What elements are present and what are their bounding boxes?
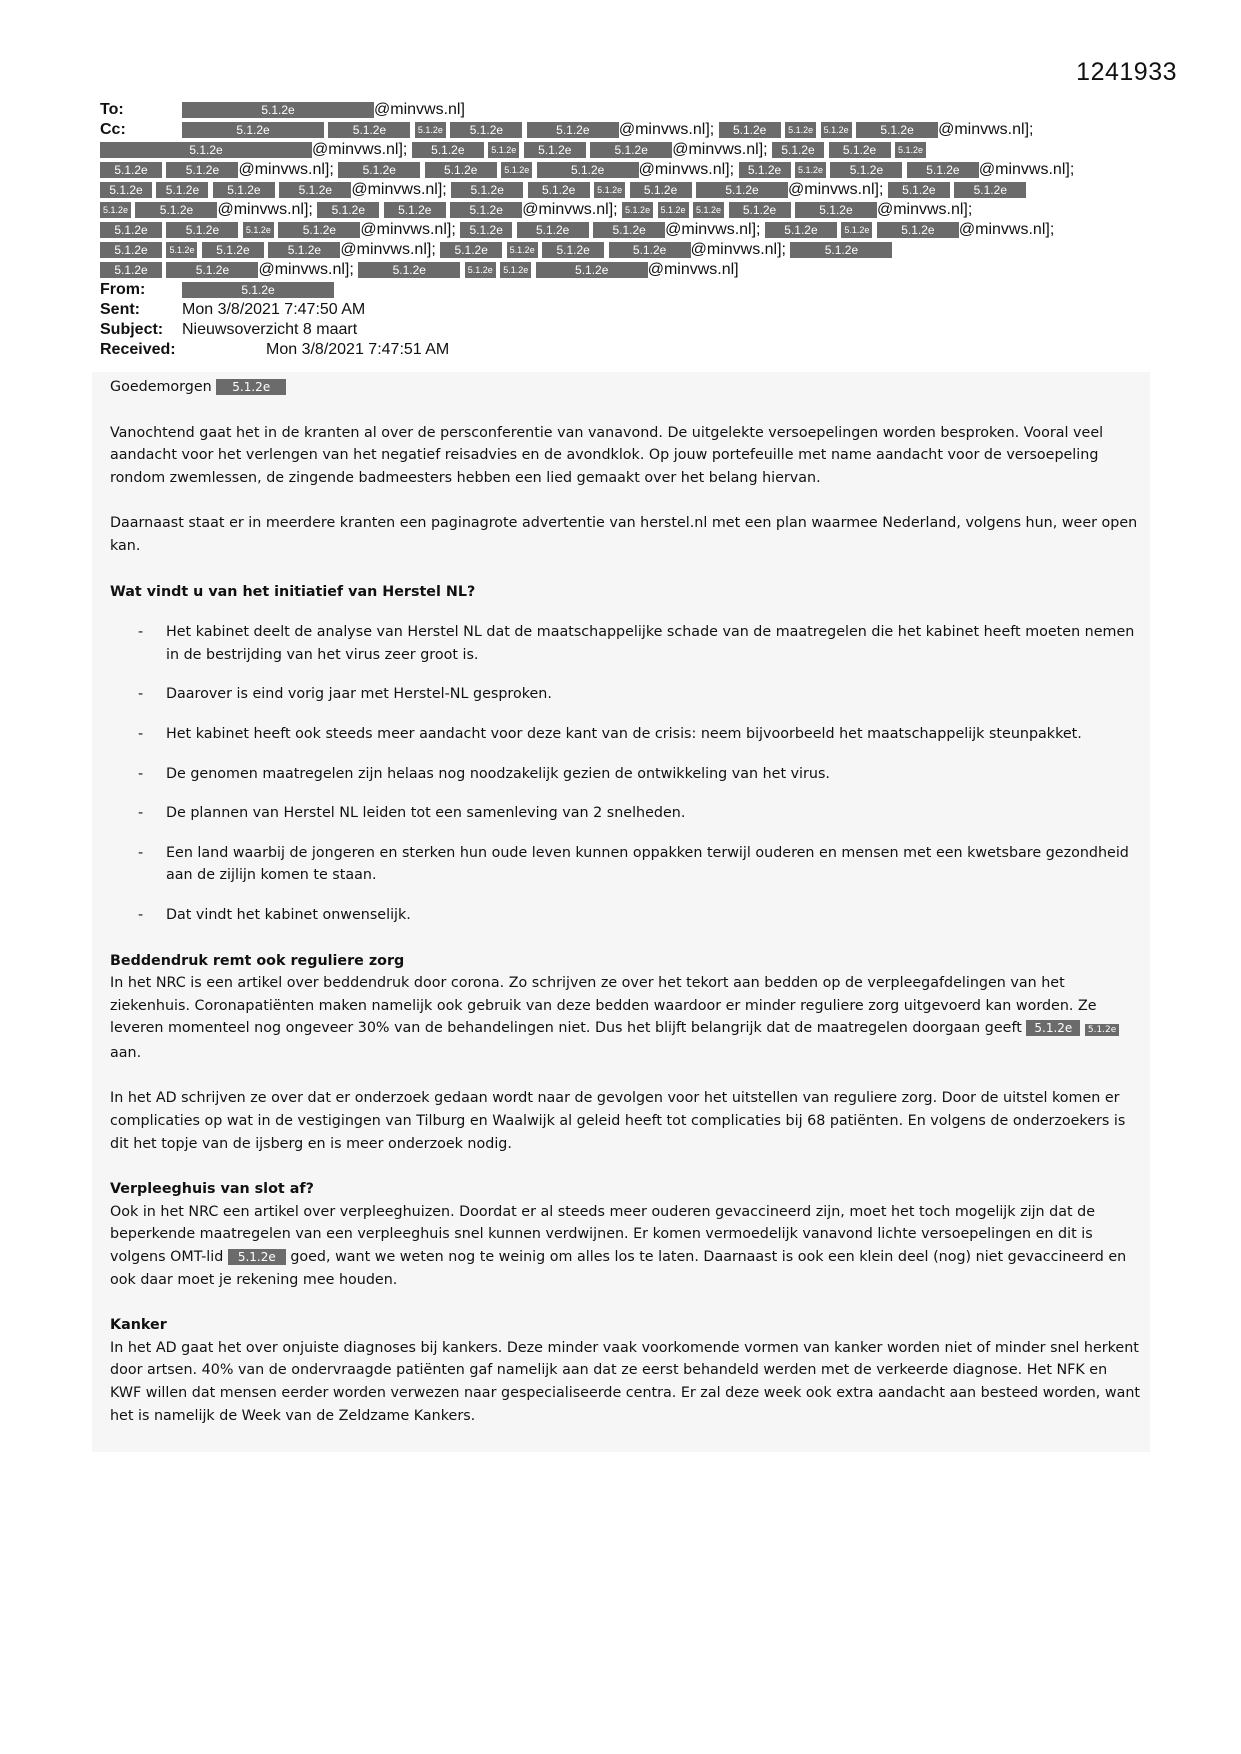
redaction-block: 5.1.2e [451,182,523,198]
paragraph: In het AD schrijven ze over dat er onderzoek gedaan wordt naar de gevolgen voor het uitstellen van reguliere zorg. Door de uitstel komen er complicaties op wat in de vestigingen van Tilburg en Waalwijk al geleid heeft tot complicaties bij 68 patiënten. En volgens de onderzoekers is dit het topje van de ijsberg en is meer onderzoek nodig. [110,1090,1126,1152]
redaction-block: 5.1.2e [658,202,689,218]
paragraph: Vanochtend gaat het in de kranten al over de persconferentie van vanavond. De uitgelekte versoepelingen worden besproken. Vooral veel aandacht voor het verlengen van het negatief reisadvies en de avondklok. Op jouw portefeuille met name aandacht voor de versoepeling rondom zwemlessen, de zingende badmeesters hebben een lied gemaakt over het belang hiervan. [110,424,1104,486]
redaction-block: 5.1.2e [100,262,162,278]
redaction-block: 5.1.2e [317,202,379,218]
sent-row [100,300,1150,320]
cc-address: @minvws.nl]; [788,181,884,198]
paragraph: In het AD gaat het over onjuiste diagnoses bij kankers. Deze minder vaak voorkomende vormen van kanker worden niet of minder snel herkent door artsen. 40% van de ondervraagde patiënten gaf namelijk aan dat ze eerst behandeld werden met de verkeerde diagnose. Het NFK en KWF willen dat mensen eerder worden verwezen naar gespecialiseerde centra. Er zal deze week ook extra aandacht aan besteed worden, want het is namelijk de Week van de Zeldzame Kankers. [110,1339,1140,1424]
cc-line-4 [100,180,1150,200]
paragraph: Daarnaast staat er in meerdere kranten een paginagrote advertentie van herstel.nl met een plan waarmee Nederland, volgens hun, weer open kan. [110,515,1138,554]
redaction-block: 5.1.2e [216,379,286,395]
cc-address: @minvws.nl]; [522,201,618,218]
sent-value: Mon 3/8/2021 7:47:50 AM [182,301,366,318]
list-item: - Het kabinet deelt de analyse van Herstel NL dat de maatschappelijke schade van de maatregelen die het kabinet heeft moeten nemen in de bestrijding van het virus zeer groot is. [110,621,1140,666]
redaction-block: 5.1.2e [877,222,959,238]
list-item: - Een land waarbij de jongeren en sterken hun oude leven kunnen oppakken terwijl ouderen en mensen met een kwetsbare gezondheid aan de zijlijn komen te staan. [110,842,1140,887]
redaction-block: 5.1.2e [729,202,791,218]
cc-address: @minvws.nl]; [978,161,1075,178]
cc-address: @minvws.nl] [647,261,739,278]
cc-line-5 [100,200,1150,220]
sent-label: Sent: [100,301,140,318]
received-row [100,340,1150,360]
list-item: - Het kabinet heeft ook steeds meer aandacht voor deze kant van de crisis: neem bijvoorbeeld het maatschappelijk steunpakket. [110,723,1140,746]
cc-address: @minvws.nl]; [238,161,334,178]
redaction-block: 5.1.2e [856,122,938,138]
cc-address: @minvws.nl]; [690,241,786,258]
redaction-block: 5.1.2e [243,222,274,238]
redaction-block: 5.1.2e [590,142,672,158]
redaction-block: 5.1.2e [100,222,162,238]
redaction-block: 5.1.2e [278,222,360,238]
redaction-block: 5.1.2e [425,162,497,178]
email-body [110,376,1140,1450]
cc-line-6 [100,220,1150,240]
redaction-block: 5.1.2e [100,162,162,178]
list-item: - De plannen van Herstel NL leiden tot een samenleving van 2 snelheden. [110,802,1140,825]
paragraph-text: aan. [110,1044,142,1061]
redaction-block: 5.1.2e [100,182,152,198]
cc-address: @minvws.nl]; [958,221,1055,238]
paragraph [110,1201,1140,1291]
document-number: 1241933 [1076,58,1177,86]
redaction-block: 5.1.2e [268,242,340,258]
redaction-block: 5.1.2e [622,202,653,218]
redaction-block: 5.1.2e [166,222,238,238]
to-label: To: [100,101,124,118]
redaction-block: 5.1.2e [790,242,892,258]
redaction-block: 5.1.2e [488,142,519,158]
redaction-block: 5.1.2e [524,142,586,158]
paragraph-text: Ook in het NRC een artikel over verpleeghuizen. Doordat er al steeds meer ouderen gevaccineerd zijn, moet het toch mogelijk zijn dat de beperkende maatregelen van een verpleeghuis snel kunnen verdwijnen. Er komen vermoedelijk vanavond lichte versoepelingen en dit is volgens OMT-lid [110,1203,1096,1266]
cc-address: @minvws.nl]; [665,221,761,238]
paragraph-text: goed, want we weten nog te weinig om alles los te laten. Daarnaast is ook een klein deel (nog) niet gevaccineerd en ook daar moet je rekening mee houden. [110,1249,1127,1288]
redaction-block: 5.1.2e [182,102,374,118]
paragraph [110,972,1140,1064]
redaction-block: 5.1.2e [1026,1020,1080,1036]
redaction-block: 5.1.2e [450,202,522,218]
cc-address: @minvws.nl]; [638,161,735,178]
redaction-block: 5.1.2e [412,142,484,158]
redaction-block: 5.1.2e [228,1249,286,1265]
cc-address: @minvws.nl]; [618,121,715,138]
redaction-block: 5.1.2e [609,242,691,258]
cc-address: @minvws.nl]; [351,181,447,198]
redaction-block: 5.1.2e [907,162,979,178]
redaction-block: 5.1.2e [536,262,648,278]
greeting-line [110,376,1140,399]
redaction-block: 5.1.2e [507,242,538,258]
redaction-block: 5.1.2e [501,162,532,178]
redaction-block: 5.1.2e [279,182,351,198]
paragraph-text: In het NRC is een artikel over beddendruk door corona. Zo schrijven ze over het tekort aan bedden op de verpleegafdelingen van het ziekenhuis. Coronapatiënten maken namelijk ook gebruik van deze bedden waardoor er minder reguliere zorg uitgevoerd kan worden. Ze leveren momenteel nog ongeveer 30% van de behandelingen niet. Dus het blijft belangrijk dat de maatregelen doorgaan geeft [110,975,1097,1037]
subject-label: Subject: [100,321,164,338]
redaction-block: 5.1.2e [841,222,872,238]
cc-row [100,120,1150,140]
redaction-block: 5.1.2e [528,182,590,198]
redaction-block: 5.1.2e [830,162,902,178]
redaction-block: 5.1.2e [135,202,217,218]
redaction-block: 5.1.2e [465,262,496,278]
redaction-block: 5.1.2e [358,262,460,278]
cc-line-8 [100,260,1150,280]
subject-value: Nieuwsoverzicht 8 maart [182,321,358,338]
subject-row [100,320,1150,340]
from-value-wrap [182,280,334,300]
redaction-block: 5.1.2e [182,282,334,298]
to-value-wrap [182,100,465,120]
cc-continuation [100,140,1150,280]
redaction-block: 5.1.2e [100,242,162,258]
redaction-block: 5.1.2e [202,242,264,258]
cc-address: @minvws.nl]; [672,141,768,158]
redaction-block: 5.1.2e [537,162,639,178]
redaction-block: 5.1.2e [739,162,791,178]
redaction-block: 5.1.2e [338,162,420,178]
redaction-block: 5.1.2e [593,222,665,238]
list-item: - Dat vindt het kabinet onwenselijk. [110,904,1140,927]
redaction-block: 5.1.2e [166,242,197,258]
section-heading: Beddendruk remt ook reguliere zorg [110,952,405,969]
redaction-block: 5.1.2e [213,182,275,198]
from-label: From: [100,281,146,298]
list-item: - Daarover is eind vorig jaar met Herstel-NL gesproken. [110,683,1140,706]
redaction-block: 5.1.2e [440,242,502,258]
email-header [100,100,1150,360]
cc-address: @minvws.nl]; [938,121,1034,138]
redaction-block: 5.1.2e [630,182,692,198]
redaction-block: 5.1.2e [765,222,837,238]
cc-line-3 [100,160,1150,180]
redaction-block: 5.1.2e [895,142,926,158]
from-row [100,280,1150,300]
list-item: - De genomen maatregelen zijn helaas nog noodzakelijk gezien de ontwikkeling van het virus. [110,763,1140,786]
redaction-block: 5.1.2e [1085,1024,1119,1036]
redaction-block: 5.1.2e [166,162,238,178]
section-heading: Kanker [110,1317,167,1334]
redaction-block: 5.1.2e [795,202,877,218]
redaction-block: 5.1.2e [696,182,788,198]
cc-line-1 [182,120,1033,140]
cc-line-2 [100,140,1150,160]
redaction-block: 5.1.2e [693,202,724,218]
redaction-block: 5.1.2e [795,162,826,178]
redaction-block: 5.1.2e [182,122,324,138]
redaction-block: 5.1.2e [954,182,1026,198]
to-row [100,100,1150,120]
redaction-block: 5.1.2e [328,122,410,138]
redaction-block: 5.1.2e [450,122,522,138]
redaction-block: 5.1.2e [166,262,258,278]
redaction-block: 5.1.2e [888,182,950,198]
question-heading: Wat vindt u van het initiatief van Herstel NL? [110,583,476,600]
redaction-block: 5.1.2e [100,142,312,158]
redaction-block: 5.1.2e [821,122,852,138]
cc-address: @minvws.nl]; [312,141,408,158]
redaction-block: 5.1.2e [517,222,589,238]
cc-address: @minvws.nl]; [258,261,354,278]
redaction-block: 5.1.2e [384,202,446,218]
redaction-block: 5.1.2e [542,242,604,258]
redaction-block: 5.1.2e [772,142,824,158]
redaction-block: 5.1.2e [527,122,619,138]
section-heading: Verpleeghuis van slot af? [110,1181,314,1198]
cc-label: Cc: [100,121,126,138]
redaction-block: 5.1.2e [594,182,625,198]
redaction-block: 5.1.2e [100,202,131,218]
redaction-block: 5.1.2e [460,222,512,238]
cc-line-7 [100,240,1150,260]
received-value: Mon 3/8/2021 7:47:51 AM [266,341,450,358]
cc-address: @minvws.nl]; [217,201,313,218]
greeting: Goedemorgen [110,379,212,395]
cc-address: @minvws.nl]; [360,221,456,238]
cc-address: @minvws.nl]; [876,201,973,218]
received-label: Received: [100,341,176,358]
to-value: @minvws.nl] [374,101,465,118]
redaction-block: 5.1.2e [500,262,531,278]
redaction-block: 5.1.2e [156,182,208,198]
redaction-block: 5.1.2e [829,142,891,158]
redaction-block: 5.1.2e [719,122,781,138]
cc-address: @minvws.nl]; [340,241,436,258]
bullet-list [110,621,1140,926]
redaction-block: 5.1.2e [415,122,446,138]
redaction-block: 5.1.2e [785,122,816,138]
